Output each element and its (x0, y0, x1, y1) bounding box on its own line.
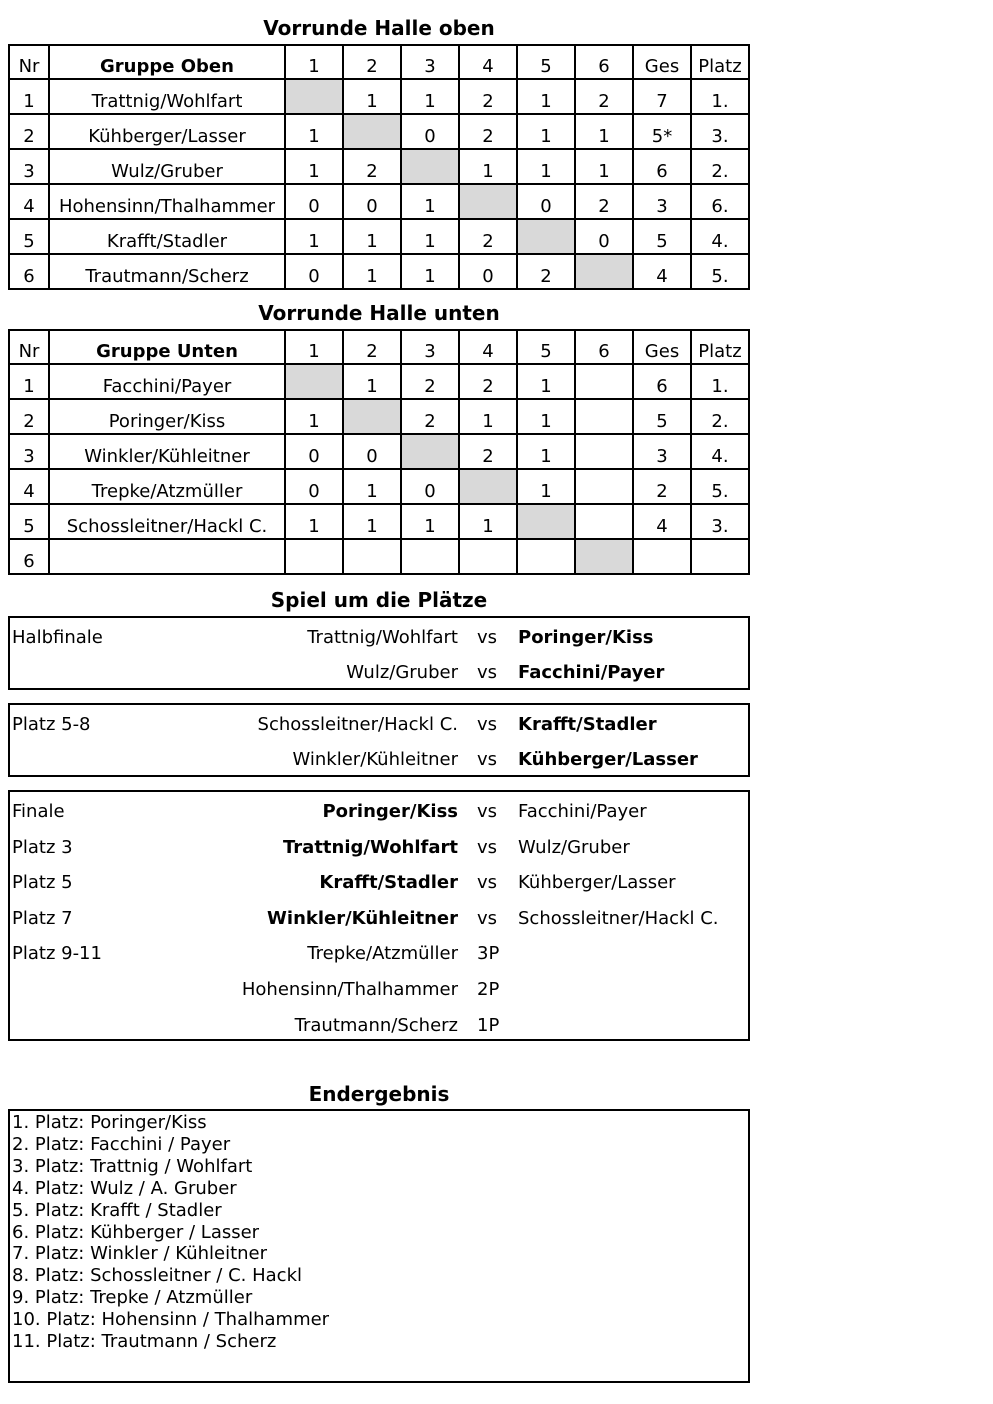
score-cell (343, 399, 401, 434)
match-row (10, 1011, 748, 1041)
placement-title: Spiel um die Plätze (270, 588, 488, 612)
rank (691, 539, 749, 574)
vs-label: vs (477, 749, 498, 770)
total-points: 6 (633, 149, 691, 184)
table-row (9, 184, 749, 219)
row-nr: 3 (9, 149, 49, 184)
score-cell: 1 (401, 219, 459, 254)
score-cell: 1 (343, 254, 401, 289)
header-group-name: Gruppe Unten (49, 330, 285, 364)
match-row (10, 623, 748, 653)
score-cell: 1 (401, 504, 459, 539)
rank: 4. (691, 434, 749, 469)
match-row (10, 975, 748, 1005)
rank: 3. (691, 114, 749, 149)
score-cell (459, 184, 517, 219)
match-label: Platz 3 (12, 836, 73, 858)
vs-label: 1P (477, 1014, 500, 1036)
result-line: 11. Platz: Trautmann / Scherz (12, 1331, 277, 1352)
score-cell: 2 (459, 219, 517, 254)
team-2: Facchini/Payer (518, 662, 665, 683)
team-2: Schossleitner/Hackl C. (518, 907, 719, 929)
score-cell (517, 539, 575, 574)
table-row (9, 254, 749, 289)
table-row (9, 539, 749, 574)
header-platz: Platz (691, 330, 749, 364)
match-row (10, 658, 748, 688)
score-cell: 2 (575, 79, 633, 114)
header-ges: Ges (633, 330, 691, 364)
score-cell: 1 (343, 504, 401, 539)
team-name: Poringer/Kiss (49, 399, 285, 434)
team-2: Krafft/Stadler (518, 714, 657, 735)
match-label: Platz 5-8 (12, 714, 91, 735)
score-cell (575, 434, 633, 469)
header-col-1: 1 (285, 330, 343, 364)
score-cell: 1 (343, 219, 401, 254)
group-top-table (8, 44, 750, 290)
score-cell: 1 (459, 504, 517, 539)
score-cell: 1 (575, 114, 633, 149)
team-name: Facchini/Payer (49, 364, 285, 399)
score-cell: 1 (401, 79, 459, 114)
match-row (10, 797, 748, 827)
total-points (633, 539, 691, 574)
team-1: Trattnig/Wohlfart (283, 836, 458, 858)
result-line: 5. Platz: Krafft / Stadler (12, 1199, 222, 1221)
score-cell (575, 254, 633, 289)
header-col-4: 4 (459, 330, 517, 364)
rank: 2. (691, 399, 749, 434)
table-row (9, 364, 749, 399)
team-1: Hohensinn/Thalhammer (241, 979, 458, 1000)
team-name: Trepke/Atzmüller (49, 469, 285, 504)
vs-label: vs (477, 714, 498, 735)
result-line: 7. Platz: Winkler / Kühleitner (12, 1243, 268, 1265)
total-points: 3 (633, 434, 691, 469)
score-cell: 0 (285, 434, 343, 469)
header-col-2: 2 (343, 45, 401, 79)
score-cell: 2 (517, 254, 575, 289)
score-cell: 1 (517, 114, 575, 149)
score-cell: 0 (285, 254, 343, 289)
vs-label: vs (477, 907, 498, 929)
score-cell (401, 149, 459, 184)
table-row (9, 114, 749, 149)
finals-box (8, 790, 750, 1041)
row-nr: 1 (9, 364, 49, 399)
vs-label: 2P (477, 979, 500, 1000)
team-name: Trautmann/Scherz (49, 254, 285, 289)
result-line: 4. Platz: Wulz / A. Gruber (12, 1177, 237, 1199)
total-points: 7 (633, 79, 691, 114)
row-nr: 6 (9, 539, 49, 574)
table-row (9, 434, 749, 469)
row-nr: 3 (9, 434, 49, 469)
vs-label: vs (477, 627, 498, 648)
score-cell: 1 (285, 149, 343, 184)
score-cell: 0 (401, 114, 459, 149)
score-cell: 1 (517, 149, 575, 184)
team-1: Trattnig/Wohlfart (307, 627, 458, 648)
total-points: 2 (633, 469, 691, 504)
group-top-title: Vorrunde Halle oben (263, 16, 495, 40)
result-line: 9. Platz: Trepke / Atzmüller (12, 1287, 253, 1309)
score-cell: 1 (285, 114, 343, 149)
group-bottom-table (8, 329, 750, 575)
header-group-name: Gruppe Oben (49, 45, 285, 79)
score-cell (401, 434, 459, 469)
score-cell (575, 504, 633, 539)
team-2: Poringer/Kiss (518, 627, 654, 648)
row-nr: 6 (9, 254, 49, 289)
rank: 3. (691, 504, 749, 539)
score-cell: 1 (285, 504, 343, 539)
vs-label: vs (477, 662, 498, 683)
score-cell (575, 539, 633, 574)
header-col-3: 3 (401, 45, 459, 79)
team-1: Winkler/Kühleitner (292, 749, 458, 770)
match-label: Halbfinale (12, 627, 103, 648)
score-cell (517, 504, 575, 539)
score-cell: 2 (343, 149, 401, 184)
total-points: 3 (633, 184, 691, 219)
row-nr: 5 (9, 504, 49, 539)
team-2: Kühberger/Lasser (518, 872, 676, 894)
semifinal-box (8, 616, 750, 690)
team-1: Schossleitner/Hackl C. (257, 714, 458, 735)
score-cell: 0 (285, 184, 343, 219)
score-cell: 1 (285, 399, 343, 434)
total-points: 4 (633, 254, 691, 289)
header-ges: Ges (633, 45, 691, 79)
header-col-6: 6 (575, 45, 633, 79)
header-nr: Nr (9, 330, 49, 364)
total-points: 4 (633, 504, 691, 539)
score-cell: 0 (343, 434, 401, 469)
rank: 1. (691, 364, 749, 399)
team-1: Krafft/Stadler (319, 872, 458, 894)
result-list (8, 1109, 750, 1383)
score-cell (285, 364, 343, 399)
score-cell: 1 (401, 254, 459, 289)
table-header-row (9, 330, 749, 364)
score-cell: 2 (459, 434, 517, 469)
header-nr: Nr (9, 45, 49, 79)
table-row (9, 399, 749, 434)
result-line: 3. Platz: Trattnig / Wohlfart (12, 1155, 253, 1177)
row-nr: 4 (9, 184, 49, 219)
score-cell: 0 (401, 469, 459, 504)
score-cell: 1 (401, 184, 459, 219)
score-cell: 0 (285, 469, 343, 504)
total-points: 5 (633, 219, 691, 254)
group-bottom-title: Vorrunde Halle unten (258, 301, 500, 325)
total-points: 6 (633, 364, 691, 399)
header-col-5: 5 (517, 330, 575, 364)
vs-label: vs (477, 801, 498, 822)
score-cell: 1 (459, 399, 517, 434)
score-cell (343, 539, 401, 574)
rank: 5. (691, 254, 749, 289)
score-cell (343, 114, 401, 149)
table-row (9, 504, 749, 539)
score-cell (285, 79, 343, 114)
rank: 2. (691, 149, 749, 184)
score-cell: 0 (343, 184, 401, 219)
header-platz: Platz (691, 45, 749, 79)
team-name: Schossleitner/Hackl C. (49, 504, 285, 539)
score-cell: 1 (343, 364, 401, 399)
vs-label: 3P (477, 943, 500, 965)
result-line: 2. Platz: Facchini / Payer (12, 1133, 231, 1155)
match-row (10, 868, 748, 898)
team-1: Winkler/Kühleitner (267, 907, 458, 929)
score-cell: 1 (575, 149, 633, 184)
match-row (10, 904, 748, 934)
result-line: 10. Platz: Hohensinn / Thalhammer (12, 1309, 330, 1331)
score-cell (517, 219, 575, 254)
team-name (49, 539, 285, 574)
vs-label: vs (477, 836, 498, 858)
places-5-8-box (8, 703, 750, 777)
rank: 1. (691, 79, 749, 114)
header-col-2: 2 (343, 330, 401, 364)
team-name: Hohensinn/Thalhammer (49, 184, 285, 219)
score-cell: 0 (459, 254, 517, 289)
match-label: Platz 9-11 (12, 943, 102, 965)
team-name: Trattnig/Wohlfart (49, 79, 285, 114)
score-cell: 2 (401, 399, 459, 434)
score-cell: 1 (459, 149, 517, 184)
result-line: 1. Platz: Poringer/Kiss (12, 1112, 207, 1133)
rank: 4. (691, 219, 749, 254)
score-cell: 2 (401, 364, 459, 399)
vs-label: vs (477, 872, 498, 894)
table-header-row (9, 45, 749, 79)
row-nr: 5 (9, 219, 49, 254)
score-cell: 1 (517, 364, 575, 399)
header-col-3: 3 (401, 330, 459, 364)
score-cell: 2 (459, 364, 517, 399)
team-2: Facchini/Payer (518, 801, 647, 822)
score-cell: 1 (517, 399, 575, 434)
team-name: Wulz/Gruber (49, 149, 285, 184)
result-line: 6. Platz: Kühberger / Lasser (12, 1221, 260, 1243)
score-cell: 2 (575, 184, 633, 219)
score-cell: 2 (459, 79, 517, 114)
score-cell (575, 469, 633, 504)
match-row (10, 939, 748, 969)
header-col-1: 1 (285, 45, 343, 79)
match-row (10, 833, 748, 863)
row-nr: 2 (9, 114, 49, 149)
match-label: Finale (12, 801, 65, 822)
team-1: Trautmann/Scherz (294, 1014, 458, 1036)
result-line: 8. Platz: Schossleitner / C. Hackl (12, 1265, 302, 1287)
score-cell (459, 469, 517, 504)
row-nr: 2 (9, 399, 49, 434)
total-points: 5 (633, 399, 691, 434)
table-row (9, 469, 749, 504)
score-cell: 1 (285, 219, 343, 254)
team-name: Krafft/Stadler (49, 219, 285, 254)
header-col-4: 4 (459, 45, 517, 79)
team-2: Kühberger/Lasser (518, 749, 698, 770)
match-row (10, 745, 748, 775)
table-row (9, 79, 749, 114)
score-cell: 0 (575, 219, 633, 254)
table-row (9, 219, 749, 254)
score-cell (285, 539, 343, 574)
score-cell (575, 364, 633, 399)
header-col-5: 5 (517, 45, 575, 79)
header-col-6: 6 (575, 330, 633, 364)
rank: 5. (691, 469, 749, 504)
team-1: Wulz/Gruber (346, 662, 458, 683)
result-title: Endergebnis (308, 1082, 450, 1106)
score-cell: 0 (517, 184, 575, 219)
match-label: Platz 7 (12, 907, 73, 929)
match-row (10, 710, 748, 740)
team-name: Kühberger/Lasser (49, 114, 285, 149)
team-1: Trepke/Atzmüller (307, 943, 458, 965)
total-points: 5* (633, 114, 691, 149)
match-label: Platz 5 (12, 872, 73, 894)
score-cell (459, 539, 517, 574)
score-cell: 1 (517, 79, 575, 114)
team-1: Poringer/Kiss (322, 801, 458, 822)
score-cell: 2 (459, 114, 517, 149)
score-cell: 1 (343, 469, 401, 504)
score-cell (401, 539, 459, 574)
score-cell: 1 (343, 79, 401, 114)
row-nr: 1 (9, 79, 49, 114)
row-nr: 4 (9, 469, 49, 504)
team-2: Wulz/Gruber (518, 836, 630, 858)
table-row (9, 149, 749, 184)
score-cell: 1 (517, 469, 575, 504)
score-cell: 1 (517, 434, 575, 469)
team-name: Winkler/Kühleitner (49, 434, 285, 469)
score-cell (575, 399, 633, 434)
rank: 6. (691, 184, 749, 219)
